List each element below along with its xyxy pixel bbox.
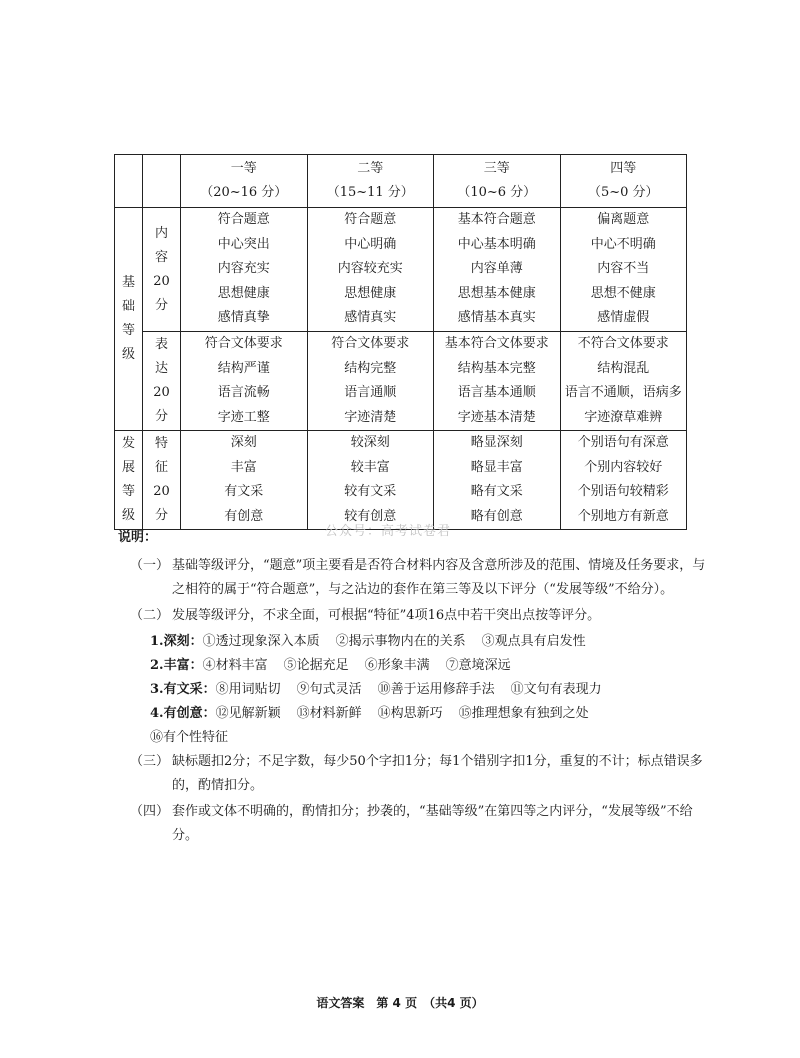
note-text: 发展等级评分，不求全面，可根据“特征”4项16点中若干突出点按等评分。: [172, 608, 601, 623]
content-cell: [181, 208, 308, 332]
notes-section: [116, 526, 706, 850]
vertical-label-char: 基: [121, 275, 135, 290]
vertical-label-char: 容: [154, 249, 168, 265]
grade-range: （10~6 分）: [457, 185, 537, 200]
cell-line: 语言基本通顺: [457, 385, 536, 400]
feature-point: ③观点具有启发性: [481, 634, 586, 649]
group-label-basic: [115, 208, 143, 431]
note-number: （二）: [130, 608, 170, 623]
cell-line: 略显丰富: [470, 459, 523, 475]
grading-rubric-table: [114, 154, 687, 530]
cell-line: 较丰富: [350, 459, 390, 475]
feature-category: 4.有创意：: [150, 706, 216, 721]
content-cell: [434, 208, 561, 332]
cell-line: 较深刻: [350, 435, 390, 450]
note-number: （四）: [130, 804, 170, 819]
feature-point: ④材料丰富: [202, 658, 268, 673]
cell-line: 不符合文体要求: [577, 336, 669, 351]
cell-line: 个别地方有新意: [577, 508, 669, 524]
cell-line: 中心基本明确: [457, 236, 536, 252]
feature-point: ⑦意境深远: [445, 658, 511, 673]
vertical-label-char: 展: [121, 460, 135, 475]
vertical-label-char: 征: [154, 460, 168, 475]
feature-point: ⑭构思新巧: [377, 706, 443, 721]
feature-category: 3.有文采：: [150, 682, 216, 697]
feature-point: ⑩善于运用修辞手法: [377, 682, 495, 697]
grade-name: 四等: [610, 161, 637, 176]
note-text: 缺标题扣2分；不足字数，每少50个字扣1分；每1个错别字扣1分，重复的不计；标点错误多的，酌情扣分。: [172, 754, 703, 793]
note-text: 套作或文体不明确的，酌情扣分；抄袭的，“基础等级”在第四等之内评分，“发展等级”不给分。: [172, 804, 693, 843]
vertical-label-char: 等: [121, 323, 135, 338]
vertical-label-char: 20: [153, 273, 170, 289]
header-grade-3: [434, 155, 561, 208]
cell-line: 略显深刻: [470, 435, 523, 450]
row-label-expression: [143, 332, 181, 431]
cell-line: 中心突出: [217, 236, 270, 252]
vertical-label-char: 分: [154, 297, 168, 313]
cell-line: 字迹基本清楚: [457, 409, 536, 425]
cell-line: 思想基本健康: [457, 285, 536, 301]
cell-line: 内容较充实: [337, 261, 403, 277]
cell-line: 个别内容较好: [584, 459, 663, 475]
vertical-label-char: 等: [121, 484, 135, 499]
grade-name: 二等: [357, 161, 384, 176]
cell-line: 语言不通顺，语病多: [564, 385, 682, 400]
notes-title: 说明：: [118, 530, 158, 545]
group-label-develop: [115, 431, 143, 530]
feature-point: ⑪文句有表现力: [510, 682, 602, 697]
cell-line: 符合文体要求: [331, 336, 410, 351]
cell-line: 结构混乱: [597, 360, 650, 376]
grade-range: （20~16 分）: [200, 185, 288, 200]
feature-point: ⑧用词贴切: [215, 682, 281, 697]
feature-point: ⑬材料新鲜: [296, 706, 362, 721]
cell-line: 偏离题意: [597, 212, 650, 228]
grade-range: （15~11 分）: [326, 185, 414, 200]
content-cell: [560, 208, 687, 332]
cell-line: 基本符合文体要求: [444, 336, 549, 351]
feature-point: ⑨句式灵活: [296, 682, 362, 697]
feature-item-rich: [150, 654, 706, 678]
feature-point: ⑥形象丰满: [364, 658, 430, 673]
feature-item-deep: [150, 630, 706, 654]
feature-category: 1.深刻：: [150, 634, 203, 649]
cell-line: 内容充实: [217, 261, 270, 277]
vertical-label-char: 级: [121, 508, 135, 523]
cell-line: 字迹潦草难辨: [584, 409, 663, 425]
cell-line: 感情真实: [344, 310, 397, 326]
cell-line: 思想不健康: [590, 285, 656, 301]
vertical-label-char: 分: [154, 409, 168, 424]
header-blank-cell: [143, 155, 181, 208]
feature-cell: [307, 431, 434, 530]
note-paragraph-2: [116, 604, 706, 628]
row-label-feature: [143, 431, 181, 530]
cell-line: 中心明确: [344, 236, 397, 252]
expression-cell: [560, 332, 687, 431]
vertical-label-char: 分: [154, 508, 168, 523]
vertical-label-char: 内: [154, 225, 168, 241]
page-footer: 语文答案 第 4 页 （共4 页）: [316, 996, 484, 1010]
feature-item-personality: ⑯有个性特征: [150, 730, 229, 745]
cell-line: 有文采: [224, 484, 264, 499]
feature-cell: [434, 431, 561, 530]
expression-cell: [434, 332, 561, 431]
feature-item-creative: [150, 702, 706, 726]
cell-line: 感情虚假: [597, 310, 650, 326]
row-label-content: [143, 208, 181, 332]
note-number: （三）: [130, 754, 170, 769]
cell-line: 字迹清楚: [344, 409, 397, 425]
cell-line: 字迹工整: [217, 409, 270, 425]
watermark: 公众号：高考试卷君: [325, 524, 452, 539]
cell-line: 结构完整: [344, 360, 397, 376]
vertical-label-char: 表: [154, 337, 168, 352]
cell-line: 符合题意: [217, 212, 270, 228]
feature-point: ⑤论据充足: [283, 658, 349, 673]
expression-row: [115, 332, 687, 431]
cell-line: 略有文采: [470, 484, 523, 499]
cell-line: 个别语句较精彩: [577, 484, 669, 499]
cell-line: 感情真挚: [217, 310, 270, 326]
cell-line: 结构基本完整: [457, 360, 536, 376]
table-header-row: [115, 155, 687, 208]
cell-line: 丰富: [230, 459, 257, 475]
expression-cell: [181, 332, 308, 431]
cell-line: 感情基本真实: [457, 310, 536, 326]
content-row: [115, 208, 687, 332]
cell-line: 符合文体要求: [204, 336, 283, 351]
cell-line: 符合题意: [344, 212, 397, 228]
vertical-label-char: 20: [153, 484, 170, 499]
note-number: （一）: [130, 558, 170, 573]
feature-point: ⑫见解新颖: [215, 706, 281, 721]
cell-line: 语言通顺: [344, 385, 397, 400]
header-grade-4: [560, 155, 687, 208]
note-text: 基础等级评分，“题意”项主要看是否符合材料内容及含意所涉及的范围、情境及任务要求，与之相符的属于“符合题意”，与之沾边的套作在第三等及以下评分（“发展等级”不给分）。: [172, 558, 706, 597]
grade-range: （5~0 分）: [587, 185, 659, 200]
note-paragraph-4: [116, 800, 706, 848]
cell-line: 有创意: [224, 508, 264, 524]
header-grade-2: [307, 155, 434, 208]
grade-name: 三等: [483, 161, 510, 176]
vertical-label-char: 发: [121, 436, 135, 451]
feature-cell: [560, 431, 687, 530]
feature-row: [115, 431, 687, 530]
vertical-label-char: 级: [121, 347, 135, 362]
vertical-label-char: 础: [121, 299, 135, 314]
note-paragraph-1: [116, 554, 706, 602]
cell-line: 个别语句有深意: [577, 435, 669, 450]
cell-line: 基本符合题意: [457, 212, 536, 228]
cell-line: 内容不当: [597, 261, 650, 277]
header-blank-cell: [115, 155, 143, 208]
cell-line: 较有创意: [344, 508, 397, 524]
grade-name: 一等: [230, 161, 257, 176]
cell-line: 结构严谨: [217, 360, 270, 376]
feature-category: 2.丰富：: [150, 658, 203, 673]
cell-line: 语言流畅: [217, 385, 270, 400]
feature-item-literary: [150, 678, 706, 702]
cell-line: 略有创意: [470, 508, 523, 524]
cell-line: 深刻: [230, 435, 257, 450]
expression-cell: [307, 332, 434, 431]
feature-point: ①透过现象深入本质: [202, 634, 320, 649]
note-paragraph-3: [116, 750, 706, 798]
vertical-label-char: 特: [154, 436, 168, 451]
cell-line: 内容单薄: [470, 261, 523, 277]
feature-point: ⑮推理想象有独到之处: [458, 706, 589, 721]
content-cell: [307, 208, 434, 332]
cell-line: 较有文采: [344, 484, 397, 499]
cell-line: 思想健康: [217, 285, 270, 301]
vertical-label-char: 达: [154, 361, 168, 376]
vertical-label-char: 20: [153, 385, 170, 400]
cell-line: 思想健康: [344, 285, 397, 301]
feature-cell: [181, 431, 308, 530]
cell-line: 中心不明确: [590, 236, 656, 252]
feature-point: ②揭示事物内在的关系: [335, 634, 466, 649]
header-grade-1: [181, 155, 308, 208]
